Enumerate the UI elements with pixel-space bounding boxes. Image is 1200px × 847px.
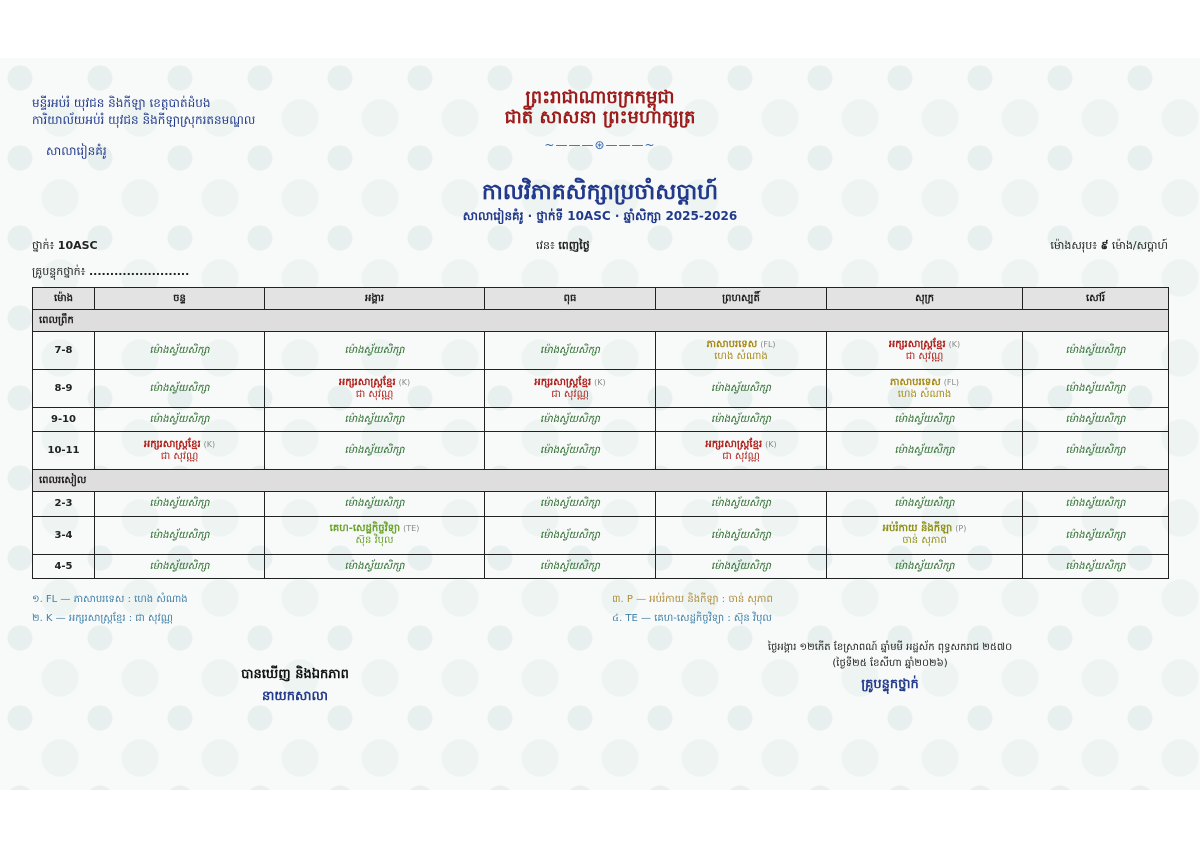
period-cell	[485, 332, 656, 370]
subject-code: (K)	[203, 439, 216, 449]
self-study-text: ម៉ោងស្វ័យសិក្សា	[1065, 498, 1126, 510]
header-wednesday: ពុធ	[485, 288, 656, 310]
period-cell	[265, 492, 485, 516]
self-study-text: ម៉ោងស្វ័យសិក្សា	[711, 529, 771, 541]
subject-text: អក្សរសាស្រ្តខ្មែរ	[143, 438, 201, 450]
period-time: 7-8	[33, 332, 95, 370]
period-cell	[656, 332, 827, 370]
period-cell	[656, 370, 827, 408]
header-thursday: ព្រហស្បតិ៍	[656, 288, 827, 310]
subject-name	[827, 339, 1022, 351]
period-cell	[827, 516, 1023, 554]
subject-text: អក្សរសាស្រ្តខ្មែរ	[534, 376, 592, 388]
period-cell	[265, 332, 485, 370]
period-cell	[656, 408, 827, 432]
period-cell	[485, 516, 656, 554]
period-cell	[656, 492, 827, 516]
period-cell	[95, 332, 265, 370]
self-study-text: ម៉ោងស្វ័យសិក្សា	[540, 498, 600, 510]
period-cell	[95, 554, 265, 578]
class-teacher-signature-title: គ្រូបន្ទុកថ្នាក់	[861, 677, 919, 692]
hours-info	[1050, 239, 1168, 255]
period-cell	[485, 432, 656, 470]
self-study-text: ម៉ោងស្វ័យសិក្សា	[344, 498, 405, 510]
class-teacher-value: ........................	[89, 265, 190, 278]
subject-code: (K)	[398, 377, 411, 387]
teacher-name: ស៊ុន វិបុល	[355, 535, 394, 547]
period-cell	[1023, 332, 1169, 370]
period-row	[33, 370, 1169, 408]
legend-item: ១. FL — ភាសាបរទេស : ហេង សំណាង	[32, 594, 188, 605]
self-study-text: ម៉ោងស្វ័យសិក្សា	[711, 414, 771, 426]
section-row	[33, 310, 1169, 332]
subject-name	[265, 377, 484, 389]
teacher-name: ហេង សំណាង	[714, 350, 768, 362]
self-study-text: ម៉ោងស្វ័យសិក្សា	[540, 414, 600, 426]
subject-code: (K)	[948, 339, 961, 349]
self-study-text: ម៉ោងស្វ័យសិក្សា	[711, 560, 771, 572]
header-monday: ចន្ទ	[95, 288, 265, 310]
section-label: ពេលរសៀល	[33, 470, 1169, 492]
period-cell	[485, 492, 656, 516]
period-cell	[1023, 554, 1169, 578]
period-time: 2-3	[33, 492, 95, 516]
approval-label: បានឃើញ និងឯកភាព	[241, 667, 349, 682]
period-time: 4-5	[33, 554, 95, 578]
school-name: សាលារៀនគំរូ	[46, 144, 107, 158]
period-cell	[827, 408, 1023, 432]
teacher-name: ជា សុវណ្ណ	[160, 450, 199, 462]
teacher-name: ចាន់ សុភាព	[902, 535, 947, 547]
hours-unit: ម៉ោង/សប្តាហ៍	[1111, 239, 1168, 252]
legend-item: ២. K — អក្សរសាស្រ្តខ្មែរ : ជា សុវណ្ណ	[32, 613, 173, 624]
timetable-header-row	[33, 288, 1169, 310]
self-study-text: ម៉ោងស្វ័យសិក្សា	[149, 414, 210, 426]
self-study-text: ម៉ោងស្វ័យសិក្សា	[1065, 445, 1126, 457]
class-info	[32, 239, 98, 255]
period-cell	[656, 432, 827, 470]
section-label: ពេលព្រឹក	[33, 310, 1169, 332]
subject-code: (TE)	[403, 524, 420, 534]
period-cell	[656, 554, 827, 578]
self-study-text: ម៉ោងស្វ័យសិក្សា	[1065, 383, 1126, 394]
self-study-text: ម៉ោងស្វ័យសិក្សា	[149, 498, 210, 510]
subject-name	[656, 439, 826, 451]
legend-item: ៣. P — អប់រំកាយ និងកីឡា : ចាន់ សុភាព	[612, 594, 773, 605]
ministry-line2: ការិយាល័យអប់រំ យុវជន និងកីឡាស្រុករតនមណ្ឌល	[32, 113, 256, 127]
timetable	[32, 287, 1169, 579]
period-row	[33, 432, 1169, 470]
subject-name	[656, 339, 826, 351]
period-row	[33, 492, 1169, 516]
legend-item: ៤. TE — គេហ-សេដ្ឋកិច្ចវិទ្យា : ស៊ុន វិបុល	[612, 613, 772, 624]
period-time: 8-9	[33, 370, 95, 408]
shift-info	[536, 239, 590, 255]
header-friday: សុក្រ	[827, 288, 1023, 310]
subject-text: អក្សរសាស្រ្តខ្មែរ	[888, 338, 946, 350]
period-row	[33, 408, 1169, 432]
ministry-header	[32, 95, 255, 129]
hours-label: ម៉ោងសរុប៖	[1050, 239, 1098, 252]
period-cell	[1023, 408, 1169, 432]
period-cell	[265, 432, 485, 470]
kingdom-name: ព្រះរាជាណាចក្រកម្ពុជា	[525, 87, 675, 108]
solar-date: (ថ្ងៃទី២៥ ខែសីហា ឆ្នាំ២០២៦)	[832, 658, 948, 669]
self-study-text: ម៉ោងស្វ័យសិក្សា	[1065, 414, 1126, 426]
period-cell	[827, 554, 1023, 578]
timetable-body	[33, 310, 1169, 579]
period-time: 3-4	[33, 516, 95, 554]
self-study-text: ម៉ោងស្វ័យសិក្សា	[149, 345, 210, 356]
subject-text: អក្សរសាស្រ្តខ្មែរ	[338, 376, 396, 388]
subject-text: អប់រំកាយ និងកីឡា	[882, 523, 953, 535]
period-row	[33, 516, 1169, 554]
header-time: ម៉ោង	[33, 288, 95, 310]
class-value: 10ASC	[57, 239, 98, 252]
hours-value: ៩	[1100, 239, 1109, 252]
period-cell	[827, 432, 1023, 470]
lunar-date: ថ្ងៃអង្គារ ១២កើត ខែស្រាពណ៍ ឆ្នាំមមី អដ្ឋស័ក ពុទ្ធសករាជ ២៥៧០	[767, 642, 1013, 653]
subject-text: អក្សរសាស្រ្តខ្មែរ	[705, 438, 763, 450]
self-study-text: ម៉ោងស្វ័យសិក្សា	[711, 383, 771, 394]
period-cell	[485, 408, 656, 432]
period-cell	[265, 370, 485, 408]
self-study-text: ម៉ោងស្វ័យសិក្សា	[149, 560, 210, 572]
teacher-name: ជា សុវណ្ណ	[355, 388, 394, 400]
self-study-text: ម៉ោងស្វ័យសិក្សា	[344, 414, 405, 426]
ornament-divider: ~———⊛———~	[544, 138, 656, 152]
shift-label: វេន៖	[536, 239, 555, 252]
period-row	[33, 332, 1169, 370]
period-cell	[265, 516, 485, 554]
subject-code: (K)	[594, 377, 606, 387]
period-cell	[656, 516, 827, 554]
subject-name	[827, 523, 1022, 535]
subject-name	[827, 377, 1022, 389]
subject-text: ភាសាបរទេស	[889, 376, 941, 388]
period-cell	[1023, 516, 1169, 554]
subject-name	[485, 377, 655, 389]
period-cell	[827, 332, 1023, 370]
subject-text: ភាសាបរទេស	[706, 338, 758, 350]
teacher-name: ហេង សំណាង	[897, 388, 952, 400]
subject-code: (P)	[955, 524, 967, 534]
class-teacher-info	[32, 265, 189, 281]
self-study-text: ម៉ោងស្វ័យសិក្សា	[894, 445, 955, 457]
period-row	[33, 554, 1169, 578]
period-cell	[485, 554, 656, 578]
subject-text: គេហ-សេដ្ឋកិច្ចវិទ្យា	[329, 523, 401, 535]
period-cell	[827, 492, 1023, 516]
self-study-text: ម៉ោងស្វ័យសិក្សា	[344, 560, 405, 572]
header-tuesday: អង្គារ	[265, 288, 485, 310]
period-cell	[95, 432, 265, 470]
period-cell	[1023, 492, 1169, 516]
self-study-text: ម៉ោងស្វ័យសិក្សា	[344, 345, 405, 356]
period-cell	[95, 408, 265, 432]
period-cell	[95, 516, 265, 554]
self-study-text: ម៉ោងស្វ័យសិក្សា	[894, 560, 955, 572]
period-time: 9-10	[33, 408, 95, 432]
subject-code: (FL)	[760, 339, 776, 349]
self-study-text: ម៉ោងស្វ័យសិក្សា	[540, 345, 600, 356]
subject-code: (K)	[765, 439, 777, 449]
self-study-text: ម៉ោងស្វ័យសិក្សា	[1065, 345, 1126, 356]
subject-code: (FL)	[943, 377, 960, 387]
self-study-text: ម៉ោងស្វ័យសិក្សា	[894, 414, 955, 426]
principal-title: នាយកសាលា	[261, 689, 328, 704]
kingdom-motto: ជាតិ សាសនា ព្រះមហាក្សត្រ	[504, 107, 696, 128]
self-study-text: ម៉ោងស្វ័យសិក្សា	[894, 498, 955, 510]
period-cell	[95, 370, 265, 408]
teacher-name: ជា សុវណ្ណ	[905, 350, 944, 362]
self-study-text: ម៉ោងស្វ័យសិក្សា	[149, 529, 210, 541]
class-teacher-label: គ្រូបន្ទុកថ្នាក់៖	[32, 265, 86, 278]
class-label: ថ្នាក់៖	[32, 239, 55, 252]
shift-value: ពេញថ្ងៃ	[558, 239, 590, 252]
period-cell	[265, 408, 485, 432]
page-subtitle: សាលារៀនគំរូ · ថ្នាក់ទី 10ASC · ឆ្នាំសិក្សា 2025-2026	[462, 209, 738, 223]
self-study-text: ម៉ោងស្វ័យសិក្សា	[1065, 560, 1126, 572]
teacher-name: ជា សុវណ្ណ	[722, 450, 760, 462]
teacher-name: ជា សុវណ្ណ	[551, 388, 589, 400]
period-time: 10-11	[33, 432, 95, 470]
period-cell	[1023, 370, 1169, 408]
self-study-text: ម៉ោងស្វ័យសិក្សា	[711, 498, 771, 510]
self-study-text: ម៉ោងស្វ័យសិក្សា	[1065, 529, 1126, 541]
ministry-line1: មន្ទីរអប់រំ យុវជន និងកីឡា ខេត្តបាត់ដំបង	[32, 96, 211, 110]
period-cell	[95, 492, 265, 516]
subject-name	[265, 523, 484, 535]
subject-name	[95, 439, 264, 451]
header-saturday: សៅរ៍	[1023, 288, 1169, 310]
period-cell	[265, 554, 485, 578]
self-study-text: ម៉ោងស្វ័យសិក្សា	[540, 560, 600, 572]
period-cell	[827, 370, 1023, 408]
self-study-text: ម៉ោងស្វ័យសិក្សា	[540, 529, 600, 541]
period-cell	[1023, 432, 1169, 470]
section-row	[33, 470, 1169, 492]
self-study-text: ម៉ោងស្វ័យសិក្សា	[149, 383, 210, 394]
period-cell	[485, 370, 656, 408]
self-study-text: ម៉ោងស្វ័យសិក្សា	[540, 445, 600, 457]
kingdom-header	[450, 88, 750, 128]
self-study-text: ម៉ោងស្វ័យសិក្សា	[344, 445, 405, 457]
page-title: កាលវិភាគសិក្សាប្រចាំសប្តាហ៍	[481, 180, 719, 205]
